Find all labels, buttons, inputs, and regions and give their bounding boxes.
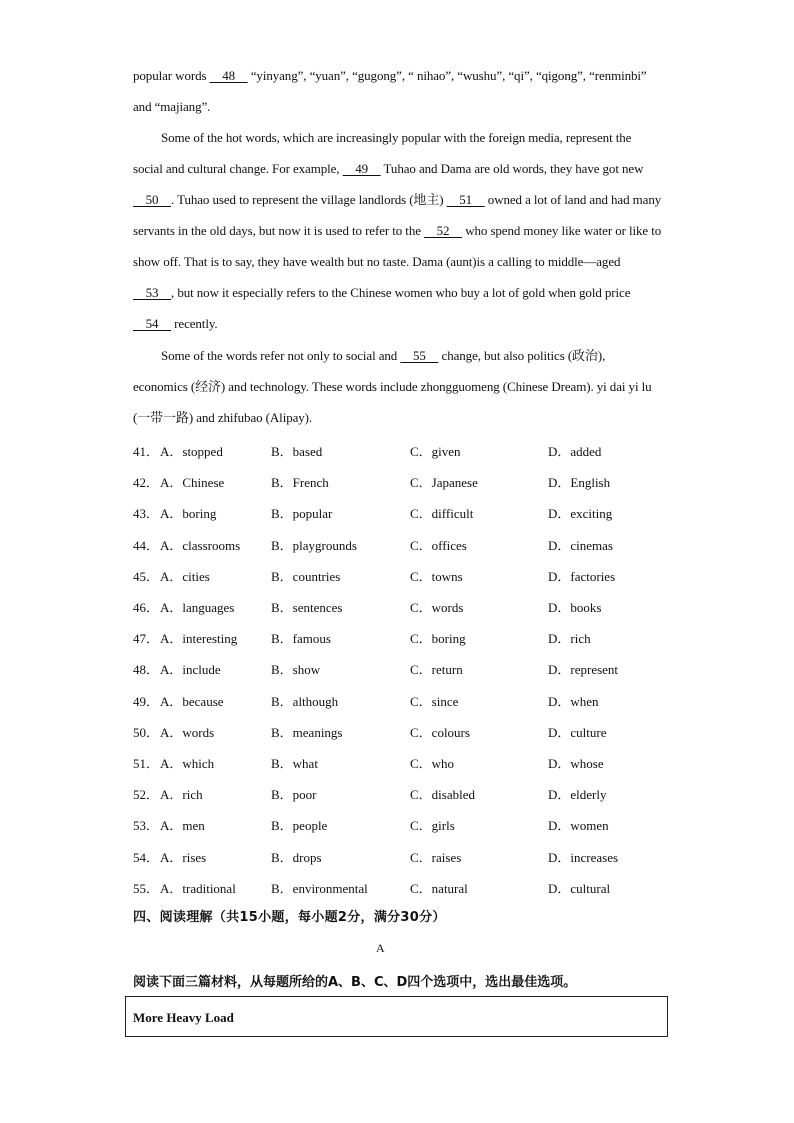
- option-c: C．colours: [410, 724, 470, 740]
- blank-52: 52: [424, 223, 463, 238]
- question-number: 48．: [133, 662, 160, 678]
- option-a: A．classrooms: [160, 537, 241, 553]
- option-b: B．based: [271, 444, 323, 459]
- option-a: A．languages: [160, 600, 235, 615]
- option-d: D．factories: [548, 568, 616, 584]
- text: Some of the words refer not only to social and: [161, 348, 401, 363]
- text: “yinyang”, “yuan”, “gugong”, “ nihao”, “wushu”, “qi”, “qigong”, “renminbi” and “majiang”.: [133, 68, 647, 114]
- question-number: 42．: [133, 475, 160, 491]
- question-number: 41．: [133, 444, 160, 459]
- option-a: A．rises: [160, 849, 207, 865]
- question-row: [133, 597, 663, 628]
- option-b: B．poor: [271, 787, 317, 803]
- section-title: 四、阅读理解（共15小题，每小题2分，满分30分）: [133, 910, 446, 925]
- option-d: D．cinemas: [548, 537, 613, 553]
- option-a: A．interesting: [160, 631, 238, 647]
- option-b: B．what: [271, 756, 318, 771]
- option-c: C．raises: [410, 849, 462, 865]
- paragraph-1: [133, 60, 663, 122]
- text: popular words: [133, 68, 210, 83]
- question-row: [133, 815, 663, 846]
- option-a: A．which: [160, 756, 215, 771]
- option-a: A．include: [160, 662, 221, 678]
- paragraph-3: [133, 340, 663, 433]
- option-b: B．popular: [271, 506, 333, 522]
- option-c: C．difficult: [410, 506, 474, 522]
- option-d: D．women: [548, 818, 609, 834]
- option-a: A．because: [160, 693, 224, 709]
- question-number: 54．: [133, 849, 160, 865]
- blank-53: 53: [133, 285, 172, 300]
- option-d: D．books: [548, 600, 602, 615]
- option-b: B．environmental: [271, 880, 368, 896]
- question-row: [133, 722, 663, 753]
- option-d: D．increases: [548, 849, 619, 865]
- option-d: D．added: [548, 444, 602, 459]
- question-row: [133, 566, 663, 597]
- option-a: A．Chinese: [160, 475, 225, 491]
- instruction: 阅读下面三篇材料，从每题所给的A、B、C、D四个选项中，选出最佳选项。: [133, 975, 577, 990]
- option-a: A．rich: [160, 787, 203, 803]
- option-a: A．stopped: [160, 444, 223, 459]
- option-c: C．since: [410, 693, 459, 709]
- option-a: A．men: [160, 818, 205, 834]
- option-d: D．elderly: [548, 787, 607, 803]
- option-c: C．who: [410, 756, 455, 771]
- text: recently.: [171, 316, 218, 331]
- option-c: C．offices: [410, 537, 467, 553]
- option-d: D．English: [548, 475, 611, 491]
- blank-50: 50: [133, 192, 172, 207]
- question-row: [133, 659, 663, 690]
- option-a: A．cities: [160, 568, 210, 584]
- option-b: B．show: [271, 662, 321, 678]
- option-d: D．cultural: [548, 880, 611, 896]
- blank-49: 49: [342, 161, 381, 176]
- blank-55: 55: [400, 348, 439, 363]
- question-number: 51．: [133, 756, 160, 771]
- option-a: A．traditional: [160, 880, 236, 896]
- question-number: 47．: [133, 631, 160, 647]
- text: who spend money like water or like to show off. That is to say, they have wealth but no taste. Dama (aunt)is a calling to middle—aged: [133, 223, 662, 269]
- question-row: [133, 628, 663, 659]
- option-d: D．whose: [548, 756, 604, 771]
- text: change, but also politics (政治), economics (经济) and technology. These words include zhongguomeng (Chinese Dream). yi dai yi lu (一带一路) and zhifubao (Alipay).: [133, 348, 652, 425]
- option-b: B．meanings: [271, 724, 343, 740]
- text: owned a lot of land and had many servants in the old days, but now it is used to refer to the: [133, 192, 662, 238]
- text: . Tuhao used to represent the village landlords (地主): [171, 192, 447, 207]
- question-row: [133, 784, 663, 815]
- option-c: C．disabled: [410, 787, 475, 803]
- question-row: [133, 753, 663, 784]
- question-number: 52．: [133, 787, 160, 803]
- option-a: A．boring: [160, 506, 217, 522]
- option-d: D．rich: [548, 631, 591, 647]
- option-b: B．sentences: [271, 600, 343, 615]
- passage-title-box: [125, 996, 668, 1037]
- option-b: B．people: [271, 818, 328, 834]
- blank-54: 54: [133, 316, 172, 331]
- question-row: [133, 503, 663, 534]
- option-a: A．words: [160, 724, 215, 740]
- option-c: C．return: [410, 662, 463, 678]
- option-b: B．although: [271, 693, 339, 709]
- option-b: B．drops: [271, 849, 322, 865]
- question-row: [133, 441, 663, 472]
- question-number: 44．: [133, 537, 160, 553]
- passage-letter: A: [376, 941, 385, 955]
- option-b: B．playgrounds: [271, 537, 357, 553]
- option-c: C．words: [410, 600, 464, 615]
- option-c: C．natural: [410, 880, 468, 896]
- option-d: D．culture: [548, 724, 607, 740]
- question-number: 55．: [133, 880, 160, 896]
- text: Some of the hot words, which are increasingly popular with the foreign media, represent the social and cultural change. For example,: [133, 130, 632, 176]
- option-c: C．Japanese: [410, 475, 478, 491]
- paragraph-2: [133, 122, 663, 339]
- blank-48: 48: [209, 68, 248, 83]
- question-row: [133, 691, 663, 722]
- question-row: [133, 878, 663, 909]
- question-number: 53．: [133, 818, 160, 834]
- question-number: 45．: [133, 568, 160, 584]
- text: , but now it especially refers to the Chinese women who buy a lot of gold when gold price: [171, 285, 631, 300]
- question-number: 49．: [133, 693, 160, 709]
- question-number: 43．: [133, 506, 160, 522]
- option-b: B．French: [271, 475, 329, 491]
- option-d: D．exciting: [548, 506, 613, 522]
- option-d: D．represent: [548, 662, 619, 678]
- blank-51: 51: [446, 192, 485, 207]
- text: Tuhao and Dama are old words, they have got new: [380, 161, 644, 176]
- option-b: B．countries: [271, 568, 341, 584]
- question-row: [133, 847, 663, 878]
- option-c: C．boring: [410, 631, 466, 647]
- option-c: C．girls: [410, 818, 455, 834]
- question-number: 50．: [133, 724, 160, 740]
- question-number: 46．: [133, 600, 160, 615]
- question-row: [133, 535, 663, 566]
- option-b: B．famous: [271, 631, 331, 647]
- passage-title: More Heavy Load: [133, 1010, 234, 1025]
- option-d: D．when: [548, 693, 599, 709]
- option-c: C．towns: [410, 568, 463, 584]
- question-row: [133, 472, 663, 503]
- option-c: C．given: [410, 444, 461, 459]
